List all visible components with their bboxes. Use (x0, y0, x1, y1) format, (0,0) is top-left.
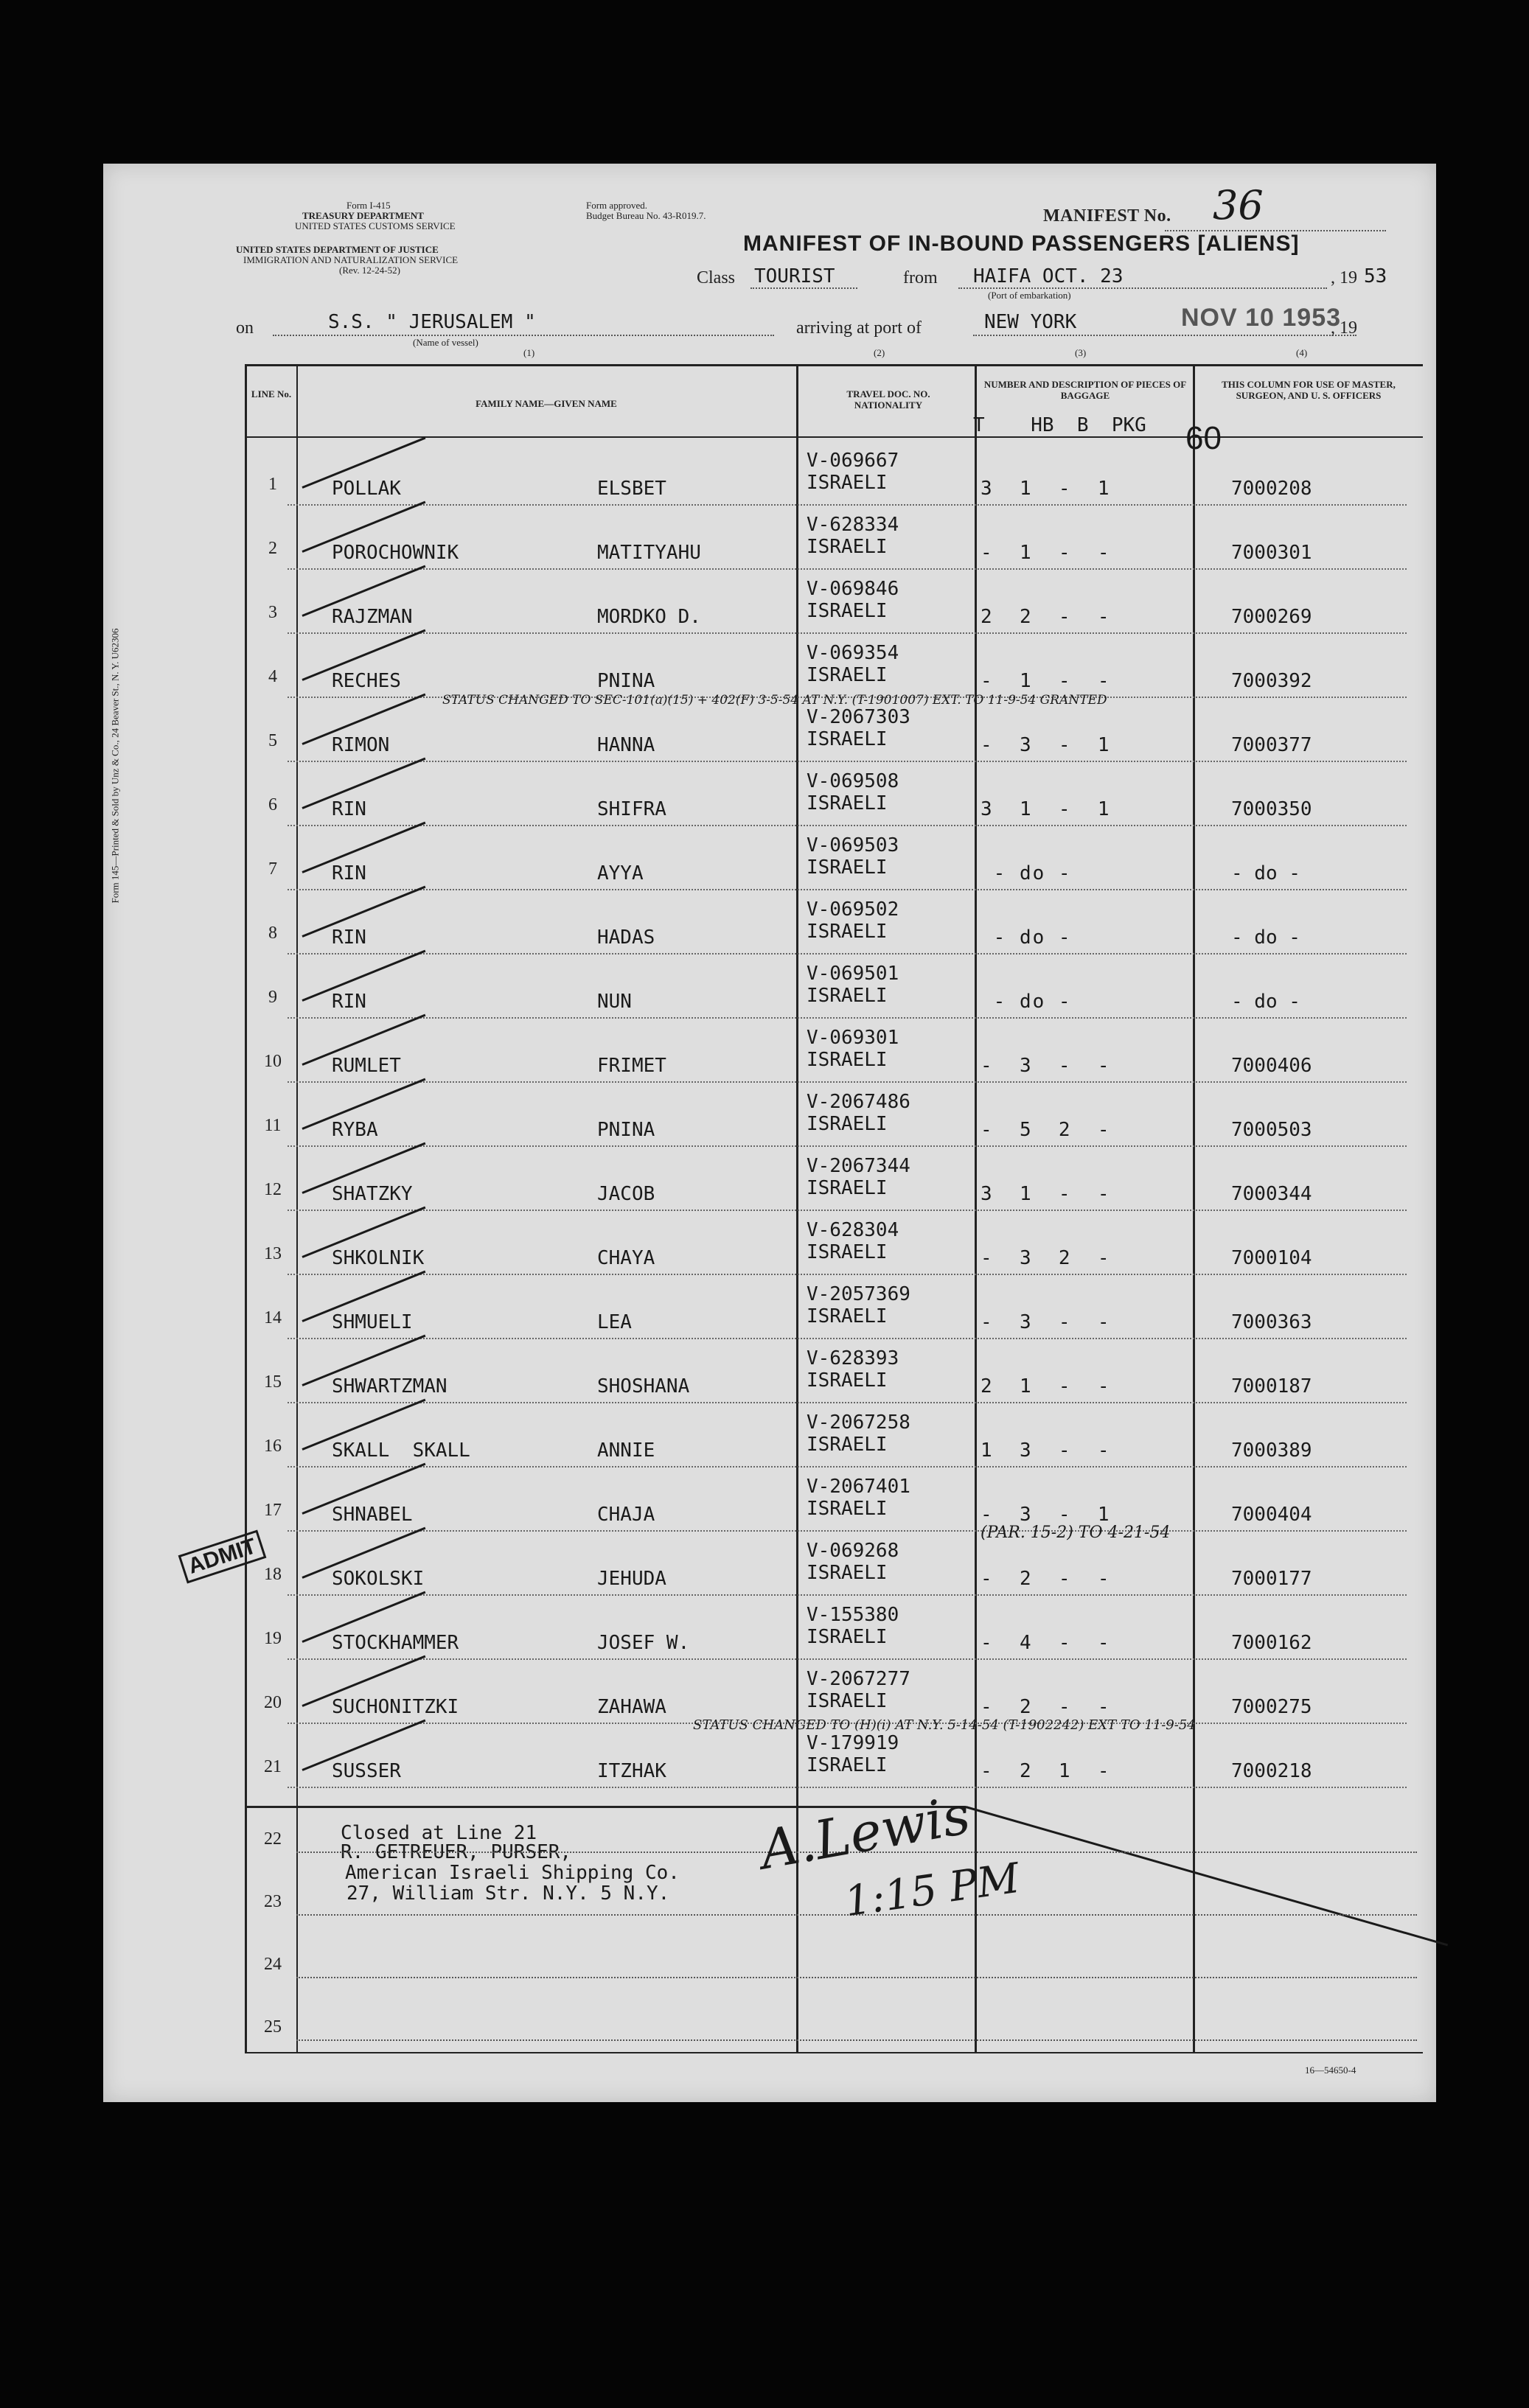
given-name: SHIFRA (597, 798, 666, 820)
nationality: ISRAELI (807, 1241, 888, 1263)
port-embark-note: (Port of embarkation) (988, 290, 1071, 301)
justice-dept: UNITED STATES DEPARTMENT OF JUSTICE (236, 244, 439, 255)
nationality: ISRAELI (807, 985, 888, 1007)
travel-doc-no: V-628393 (807, 1347, 899, 1369)
class-dots (750, 287, 857, 289)
baggage-count: - 2 - - (981, 1696, 1111, 1718)
officer-number: 7000208 (1231, 478, 1312, 500)
row-dotted-rule (288, 1017, 1407, 1019)
officer-number: - do - (1231, 862, 1300, 884)
given-name: JACOB (597, 1183, 655, 1205)
date-stamp: NOV 10 1953 (1181, 304, 1342, 332)
nationality: ISRAELI (807, 1305, 888, 1327)
given-name: ELSBET (597, 478, 666, 500)
table-row (103, 1596, 1436, 1661)
baggage-count: 2 1 - - (981, 1375, 1111, 1397)
closing-line-3: American Israeli Shipping Co. (345, 1862, 680, 1884)
arrival-port: NEW YORK (984, 311, 1077, 333)
table-row (103, 699, 1436, 764)
table-row (103, 1661, 1436, 1725)
line-number: 6 (268, 795, 277, 814)
family-name: RIN (332, 798, 366, 820)
given-name: FRIMET (597, 1055, 666, 1077)
travel-doc-no: V-069503 (807, 834, 899, 856)
family-name: SUCHONITZKI (332, 1696, 459, 1718)
year-value: 53 (1364, 265, 1387, 287)
table-bottom-rule (245, 2052, 1423, 2053)
baggage-count: - 3 - - (981, 1055, 1111, 1077)
nationality: ISRAELI (807, 1498, 888, 1520)
nationality: ISRAELI (807, 728, 888, 750)
officer-number: - do - (1231, 991, 1300, 1013)
table-row (103, 891, 1436, 956)
ins-service: IMMIGRATION AND NATURALIZATION SERVICE (243, 254, 459, 265)
line-number: 13 (264, 1244, 282, 1263)
col-num-3: (3) (1075, 347, 1087, 358)
table-row (103, 1532, 1436, 1597)
given-name: LEA (597, 1311, 632, 1333)
nationality: ISRAELI (807, 664, 888, 686)
footer-code: 16—54650-4 (1305, 2065, 1356, 2076)
table-top-rule (245, 364, 1423, 366)
family-name: SHWARTZMAN (332, 1375, 447, 1397)
vessel-note: (Name of vessel) (413, 337, 478, 348)
travel-doc-no: V-2067344 (807, 1155, 910, 1177)
nationality: ISRAELI (807, 1369, 888, 1392)
row-dotted-rule (288, 1658, 1407, 1660)
baggage-count: - 4 - - (981, 1632, 1111, 1654)
form-approved: Form approved. (586, 200, 648, 211)
row-dotted-rule (288, 568, 1407, 570)
officer-number: 7000301 (1231, 542, 1312, 564)
family-name: RIN (332, 926, 366, 949)
given-name: JEHUDA (597, 1568, 666, 1590)
given-name: ANNIE (597, 1439, 655, 1462)
line-number: 4 (268, 667, 277, 686)
closing-line-2: R. GETREUER, PURSER, (341, 1841, 572, 1863)
time-note: 1:15 PM (841, 1854, 1023, 1927)
family-name: POLLAK (332, 478, 401, 500)
given-name: MATITYAHU (597, 542, 701, 564)
treasury-dept: TREASURY DEPARTMENT (302, 210, 424, 221)
count-note: 60 (1185, 420, 1222, 456)
table-row (103, 635, 1436, 699)
officer-number: 7000392 (1231, 670, 1312, 692)
row-dotted-rule (288, 1466, 1407, 1468)
given-name: HANNA (597, 734, 655, 756)
row-dotted-rule (288, 1402, 1407, 1403)
vessel-name: S.S. " JERUSALEM " (328, 311, 536, 333)
table-row (103, 506, 1436, 571)
family-name: POROCHOWNIK (332, 542, 459, 564)
line-number: 17 (264, 1501, 282, 1520)
given-name: CHAJA (597, 1504, 655, 1526)
nationality: ISRAELI (807, 536, 888, 558)
officer-number: 7000104 (1231, 1247, 1312, 1269)
nationality: ISRAELI (807, 921, 888, 943)
family-name: RAJZMAN (332, 606, 413, 628)
baggage-count: 2 2 - - (981, 606, 1111, 628)
baggage-count: - do - (981, 991, 1072, 1013)
par-note: (PAR. 15-2) TO 4-21-54 (981, 1524, 1171, 1542)
closing-line-1: Closed at Line 21 (341, 1822, 537, 1844)
baggage-count: 3 1 - 1 (981, 478, 1111, 500)
family-name: SHNABEL (332, 1504, 413, 1526)
row-dotted-rule (288, 1145, 1407, 1147)
from-dots (958, 287, 1327, 289)
col-num-2: (2) (874, 347, 885, 358)
line-25: 25 (264, 2017, 282, 2037)
col-num-4: (4) (1296, 347, 1308, 358)
travel-doc-no: V-2057369 (807, 1283, 910, 1305)
family-name: SKALL SKALL (332, 1439, 470, 1462)
row-dotted-rule (288, 761, 1407, 762)
travel-doc-no: V-628304 (807, 1219, 899, 1241)
status-note-1: STATUS CHANGED TO SEC-101(a)(15) + 402(F) 3-5-54 AT N.Y. (T-1901007) EXT. TO 11-9-54 GRANTED (442, 693, 1107, 708)
table-row (103, 1019, 1436, 1084)
from-value: HAIFA OCT. 23 (973, 265, 1124, 287)
family-name: RECHES (332, 670, 401, 692)
family-name: RUMLET (332, 1055, 401, 1077)
family-name: SHMUELI (332, 1311, 413, 1333)
line-number: 11 (264, 1116, 282, 1135)
table-row (103, 763, 1436, 828)
budget-bureau: Budget Bureau No. 43-R019.7. (586, 210, 706, 221)
row-dotted-rule (288, 953, 1407, 955)
nationality: ISRAELI (807, 1690, 888, 1712)
baggage-count: - 3 - - (981, 1311, 1111, 1333)
table-row (103, 1148, 1436, 1212)
line-number: 21 (264, 1757, 282, 1776)
line-number: 14 (264, 1308, 282, 1327)
nationality: ISRAELI (807, 1754, 888, 1776)
table-row (103, 1212, 1436, 1277)
line-number: 7 (268, 859, 277, 879)
given-name: NUN (597, 991, 632, 1013)
baggage-count: - 2 1 - (981, 1760, 1111, 1782)
nationality: ISRAELI (807, 472, 888, 494)
nationality: ISRAELI (807, 1562, 888, 1584)
officer-number: 7000503 (1231, 1119, 1312, 1141)
line-24: 24 (264, 1955, 282, 1974)
given-name: JOSEF W. (597, 1632, 690, 1654)
line-25-dots (296, 2039, 1417, 2041)
given-name: HADAS (597, 926, 655, 949)
given-name: SHOSHANA (597, 1375, 690, 1397)
line-number: 5 (268, 731, 277, 750)
table-row (103, 1725, 1436, 1790)
row-dotted-rule (288, 1594, 1407, 1596)
travel-doc-no: V-155380 (807, 1604, 899, 1626)
closing-line-4: 27, William Str. N.Y. 5 N.Y. (346, 1882, 670, 1905)
port-dots (973, 335, 1356, 336)
table-row (103, 1340, 1436, 1405)
manifest-no-value: 36 (1213, 182, 1264, 228)
nationality: ISRAELI (807, 1177, 888, 1199)
officer-number: 7000406 (1231, 1055, 1312, 1077)
row-dotted-rule (288, 1081, 1407, 1083)
from-label: from (903, 268, 938, 287)
col-num-1: (1) (523, 347, 535, 358)
line-number: 3 (268, 603, 277, 622)
family-name: RIMON (332, 734, 390, 756)
line-number: 1 (268, 475, 277, 494)
line-number: 8 (268, 924, 277, 943)
year-label: , 19 (1331, 268, 1357, 287)
header-name: FAMILY NAME—GIVEN NAME (476, 398, 617, 409)
given-name: AYYA (597, 862, 644, 884)
class-value: TOURIST (754, 265, 835, 287)
family-name: RIN (332, 862, 366, 884)
row-dotted-rule (288, 1787, 1407, 1788)
header-baggage: NUMBER AND DESCRIPTION OF PIECES OF BAGGAGE (983, 379, 1187, 401)
table-row (103, 955, 1436, 1020)
manifest-title: MANIFEST OF IN-BOUND PASSENGERS [ALIENS] (743, 231, 1300, 256)
officer-number: 7000177 (1231, 1568, 1312, 1590)
arriving-label: arriving at port of (796, 318, 922, 338)
nationality: ISRAELI (807, 856, 888, 879)
travel-doc-no: V-069508 (807, 770, 899, 792)
baggage-count: - 3 - 1 (981, 734, 1111, 756)
officer-number: 7000344 (1231, 1183, 1312, 1205)
family-name: STOCKHAMMER (332, 1632, 459, 1654)
baggage-count: 3 1 - 1 (981, 798, 1111, 820)
form-number: Form I-415 (346, 200, 391, 211)
baggage-subheader: T HB B PKG (973, 414, 1146, 436)
officer-number: 7000218 (1231, 1760, 1312, 1782)
travel-doc-no: V-179919 (807, 1732, 899, 1754)
table-row (103, 827, 1436, 892)
given-name: PNINA (597, 670, 655, 692)
row-dotted-rule (288, 889, 1407, 890)
baggage-count: 3 1 - - (981, 1183, 1111, 1205)
baggage-count: - 1 - - (981, 542, 1111, 564)
table-row (103, 1276, 1436, 1341)
table-row (103, 1404, 1436, 1469)
baggage-count: - do - (981, 862, 1072, 884)
admit-stamp: ADMIT (178, 1530, 267, 1584)
manifest-no-label: MANIFEST No. (1043, 206, 1171, 226)
travel-doc-no: V-2067486 (807, 1091, 910, 1113)
travel-doc-no: V-069268 (807, 1540, 899, 1562)
travel-doc-no: V-2067303 (807, 706, 910, 728)
line-number: 12 (264, 1180, 282, 1199)
line-number: 20 (264, 1693, 282, 1712)
baggage-count: - 1 - - (981, 670, 1111, 692)
officer-number: 7000187 (1231, 1375, 1312, 1397)
line-number: 19 (264, 1629, 282, 1648)
row-dotted-rule (288, 1274, 1407, 1275)
table-row (103, 442, 1436, 507)
family-name: RIN (332, 991, 366, 1013)
baggage-count: 1 3 - - (981, 1439, 1111, 1462)
header-doc: TRAVEL DOC. NO. NATIONALITY (846, 388, 930, 411)
line-23: 23 (264, 1892, 282, 1911)
header-officers: THIS COLUMN FOR USE OF MASTER, SURGEON, AND U. S. OFFICERS (1222, 379, 1396, 401)
officer-signature: A.Lewis (755, 1783, 975, 1882)
row-dotted-rule (288, 1530, 1407, 1532)
family-name: SOKOLSKI (332, 1568, 425, 1590)
travel-doc-no: V-2067258 (807, 1411, 910, 1434)
line-number: 16 (264, 1437, 282, 1456)
officer-number: 7000404 (1231, 1504, 1312, 1526)
row-dotted-rule (288, 1210, 1407, 1211)
nationality: ISRAELI (807, 1113, 888, 1135)
line-24-dots (296, 1977, 1417, 1978)
officer-number: 7000275 (1231, 1696, 1312, 1718)
baggage-count: - 5 2 - (981, 1119, 1111, 1141)
given-name: MORDKO D. (597, 606, 701, 628)
year2-label: , 19 (1331, 318, 1357, 338)
officer-number: 7000377 (1231, 734, 1312, 756)
officer-number: 7000389 (1231, 1439, 1312, 1462)
nationality: ISRAELI (807, 1049, 888, 1071)
on-label: on (236, 318, 254, 338)
class-label: Class (697, 268, 736, 287)
travel-doc-no: V-069301 (807, 1027, 899, 1049)
travel-doc-no: V-628334 (807, 514, 899, 536)
family-name: SUSSER (332, 1760, 401, 1782)
vessel-dots (273, 335, 774, 336)
line-22: 22 (264, 1829, 282, 1849)
row-dotted-rule (288, 632, 1407, 634)
line-number: 10 (264, 1052, 282, 1071)
family-name: RYBA (332, 1119, 378, 1141)
travel-doc-no: V-069501 (807, 963, 899, 985)
nationality: ISRAELI (807, 792, 888, 814)
baggage-count: - do - (981, 926, 1072, 949)
line-number: 2 (268, 539, 277, 558)
manifest-page (103, 164, 1436, 2102)
table-row (103, 570, 1436, 635)
officer-number: - do - (1231, 926, 1300, 949)
baggage-count: - 2 - - (981, 1568, 1111, 1590)
officer-number: 7000269 (1231, 606, 1312, 628)
row-dotted-rule (288, 825, 1407, 826)
officer-number: 7000162 (1231, 1632, 1312, 1654)
customs-service: UNITED STATES CUSTOMS SERVICE (295, 220, 456, 231)
family-name: SHATZKY (332, 1183, 413, 1205)
given-name: CHAYA (597, 1247, 655, 1269)
travel-doc-no: V-2067401 (807, 1476, 910, 1498)
table-row (103, 1083, 1436, 1148)
travel-doc-no: V-069846 (807, 578, 899, 600)
status-note-2: STATUS CHANGED TO (H)(i) AT N.Y. 5-14-54 (T-1902242) EXT TO 11-9-54 (693, 1717, 1196, 1733)
row-dotted-rule (288, 1338, 1407, 1339)
baggage-count: - 3 2 - (981, 1247, 1111, 1269)
given-name: PNINA (597, 1119, 655, 1141)
officer-number: 7000350 (1231, 798, 1312, 820)
given-name: ZAHAWA (597, 1696, 666, 1718)
header-line-no: LINE No. (251, 388, 292, 399)
nationality: ISRAELI (807, 1626, 888, 1648)
printer-note: Form 145—Printed & Sold by Unz & Co., 24 Beaver St., N. Y. U62306 (109, 628, 121, 904)
baggage-count: - 3 - 1 (981, 1504, 1111, 1526)
travel-doc-no: V-069354 (807, 642, 899, 664)
closing-diagonal (966, 1806, 1448, 1946)
revision: (Rev. 12-24-52) (339, 265, 400, 276)
row-dotted-rule (288, 504, 1407, 506)
line-number: 18 (264, 1565, 282, 1584)
given-name: ITZHAK (597, 1760, 666, 1782)
family-name: SHKOLNIK (332, 1247, 425, 1269)
line-number: 9 (268, 988, 277, 1007)
travel-doc-no: V-2067277 (807, 1668, 910, 1690)
officer-number: 7000363 (1231, 1311, 1312, 1333)
nationality: ISRAELI (807, 600, 888, 622)
nationality: ISRAELI (807, 1434, 888, 1456)
travel-doc-no: V-069667 (807, 450, 899, 472)
travel-doc-no: V-069502 (807, 898, 899, 921)
line-number: 15 (264, 1372, 282, 1392)
table-row (103, 1468, 1436, 1533)
